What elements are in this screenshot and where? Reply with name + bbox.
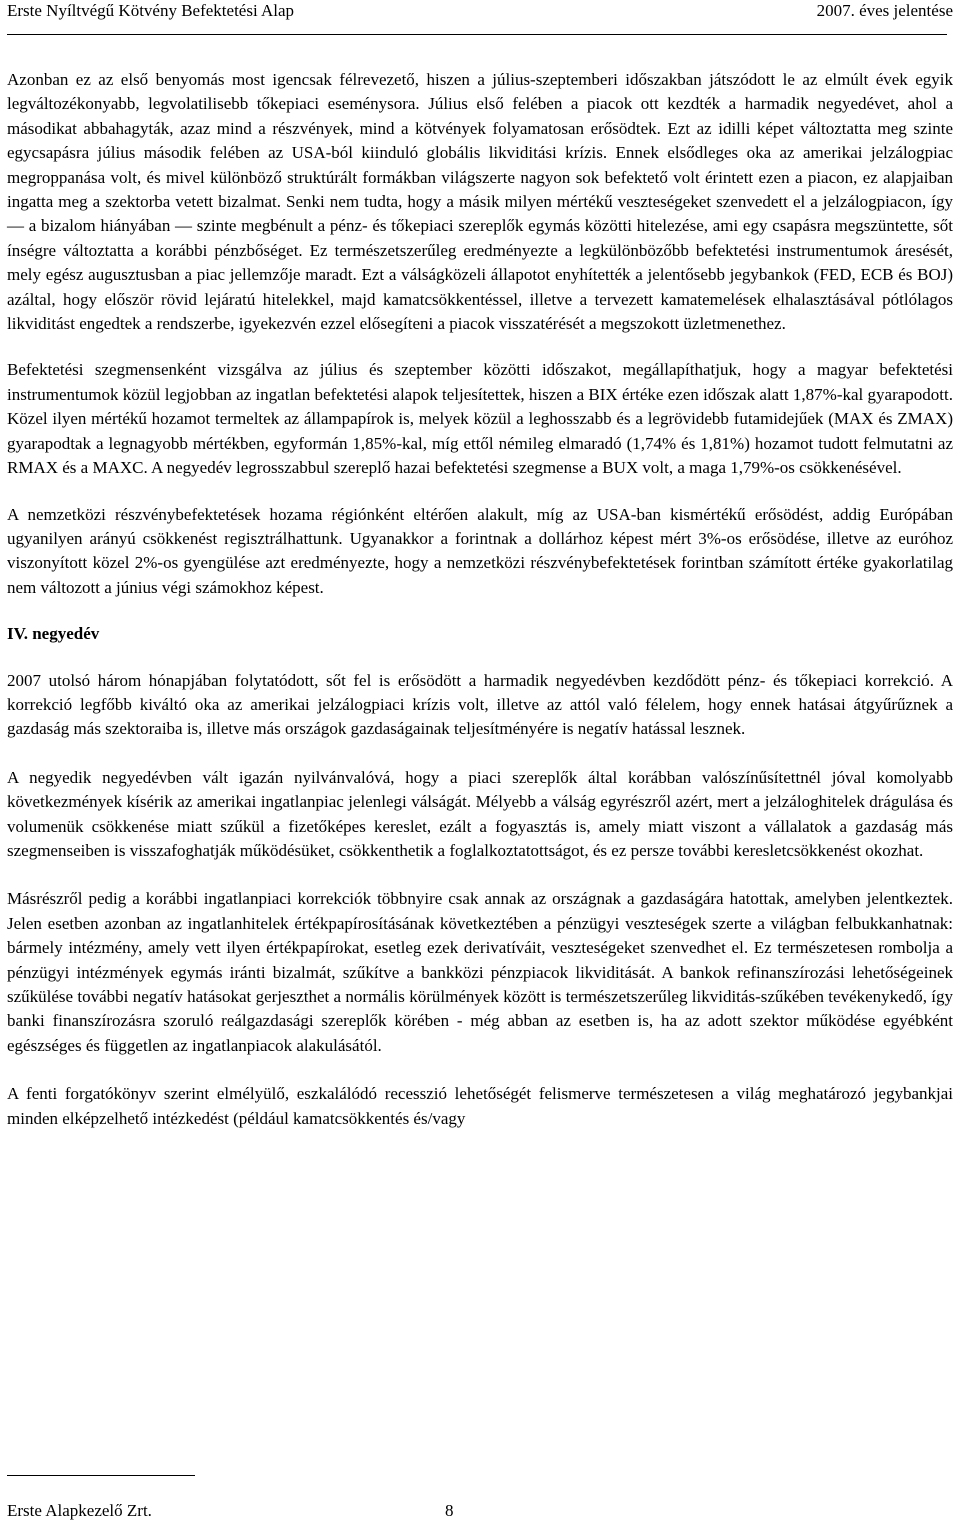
header-divider — [7, 34, 947, 35]
paragraph-1: Azonban ez az első benyomás most igencsak félrevezető, hiszen a július-szeptemberi időszakban játszódott le az elmúlt évek egyik legváltozékonyabb, legvolatilisebb tőkepiaci eseménysora. Július első felében a piacok ott kezdték a harmadik negyedévet, ahol a másodikat abbahagyták, azaz mind a részvények, mind a kötvények folyamatosan erősödtek. Ezt az idilli képet változtatta meg szinte egycsapásra július második felében az USA-ból kiinduló globális likviditási krízis. Ennek elsődleges oka az amerikai jelzálogpiac megroppanása volt, és mivel különböző struktúrált formákban világszerte nagyon sok befektető volt érintett ezen a piacon, ez alapjaiban ingatta meg a szektorba vetett bizalmat. Senki nem tudta, hogy a másik milyen mértékű veszteségeket szenvedett el a jelzálogpiacon, így — a bizalom hiányában — szinte megbénult a pénz- és tőkepiaci szereplők egymás közötti hitelezése, ami egy csapásra megszüntette, sőt ínségre változtatta a korábbi pénzbőséget. Ez természetszerűleg eredményezte a legkülönbözőbb befektetési instrumentumok áresését, mely egész augusztusban a piac jellemzője maradt. Ezt a válságközeli állapotot enyhítették a jelentősebb jegybankok (FED, ECB és BOJ) azáltal, hogy először rövid lejáratú hitelekkel, majd kamatcsökkentéssel, illetve a tervezett kamatemelések elhalasztásával pótlólagos likviditást engedtek a rendszerbe, igyekezvén ezzel elősegíteni a piacok visszatérését a megszokott üzletmenethez. — [7, 70, 953, 334]
document-body — [7, 68, 953, 1131]
fund-title: Erste Nyíltvégű Kötvény Befektetési Alap — [7, 1, 295, 20]
page-number: 8 — [445, 1501, 454, 1520]
paragraph-2: Befektetési szegmensenként vizsgálva az július és szeptember közötti időszakot, megállapíthatjuk, hogy a magyar befektetési instrumentumok közül legjobban az ingatlan befektetési alapok teljesítettek, hiszen a BIX értéke ezen időszak alatt 1,87%-kal gyarapodott. Közel ilyen mértékű hozamot termeltek az állampapírok is, melyek közül a leghosszabb és a legrövidebb futamidejűek (MAX és ZMAX) gyarapodtak a legnagyobb mértékben, egyformán 1,85%-kal, míg ettől némileg elmaradó (1,74% és 1,81%) hozamot tudott felmutatni az RMAX és a MAXC. A negyedév legrosszabbul szereplő hazai befektetési szegmense a BUX volt, a maga 1,79%-os csökkenésével. — [7, 360, 953, 478]
section-heading-q4: IV. negyedév — [7, 624, 100, 644]
paragraph-5: A negyedik negyedévben vált igazán nyilvánvalóvá, hogy a piaci szereplők által korábban valószínűsítettnél jóval komolyabb következmények kísérik az amerikai ingatlanpiac jelenlegi válságát. Mélyebb a válság egyrészről azért, mert a jelzáloghitelek drágulása és volumenük csökkenése miatt szűkül a fizetőképes kereslet, ezált a fogyasztás is, amely miatt viszont a vállalatok a gazdaság más szegmenseiben is visszafoghatják működésüket, csökkenthetik a foglalkoztatottságot, és ez persze további keresletcsökkenést okozhat. — [7, 767, 953, 860]
paragraph-6: Másrészről pedig a korábbi ingatlanpiaci korrekciók többnyire csak annak az országnak a gazdaságára hatottak, amelyben jelentkeztek. Jelen esetben azonban az ingatlanhitelek értékpapírosításának következtében a pénzügyi veszteségek szerte a világban felbukkanhatnak: bármely intézmény, amely vett ilyen értékpapírokat, esetleg ezek derivatíváit, veszteségeket szenvedhet el. Ez természetesen rombolja a pénzügyi intézmények egymás iránti bizalmát, szűkítve a bankközi pénzpiacok likviditását. A bankok refinanszírozási lehetőségeinek szűkülése további negatív hatásokat gerjeszthet a normális körülmények között is természetszerűleg likviditás-szűkében tevékenykedő, így banki finanszírozásra szoruló reálgazdasági szereplők körében - még abban az esetben is, ha az adott szektor működése egyébként egészséges és független az ingatlanpiacok alakulásától. — [7, 889, 953, 1055]
report-title: 2007. éves jelentése — [816, 1, 953, 20]
footer-company: Erste Alapkezelő Zrt. — [7, 1501, 152, 1520]
footer-divider — [7, 1475, 195, 1476]
paragraph-4: 2007 utolsó három hónapjában folytatódott, sőt fel is erősödött a harmadik negyedévben kezdődött pénz- és tőkepiaci korrekció. A korrekció legfőbb kiváltó oka az amerikai jelzálogpiaci krízis volt, illetve az attól való félelem, hogy ennek hatásai átgyűrűznek a gazdaság más szektoraiba is, illetve más országok gazdaságainak teljesítményére is negatív hatással lesznek. — [7, 670, 953, 739]
paragraph-7: A fenti forgatókönyv szerint elmélyülő, eszkalálódó recesszió lehetőségét felismerve természetesen a világ meghatározó jegybankjai minden elképzelhető intézkedést (például kamatcsökkentés és/vagy — [7, 1084, 953, 1128]
page-header — [7, 0, 953, 32]
paragraph-3: A nemzetközi részvénybefektetések hozama régiónként eltérően alakult, míg az USA-ban kismértékű erősödést, addig Európában ugyanilyen arányú csökkenést regisztrálhattunk. Ugyanakkor a forintnak a dollárhoz képest mért 3%-os erősödése, illetve az euróhoz viszonyított közel 2%-os gyengülése azt eredményezte, hogy a nemzetközi részvénybefektetések forintban számított értéke gyakorlatilag nem változott a június végi számokhoz képest. — [7, 504, 953, 597]
